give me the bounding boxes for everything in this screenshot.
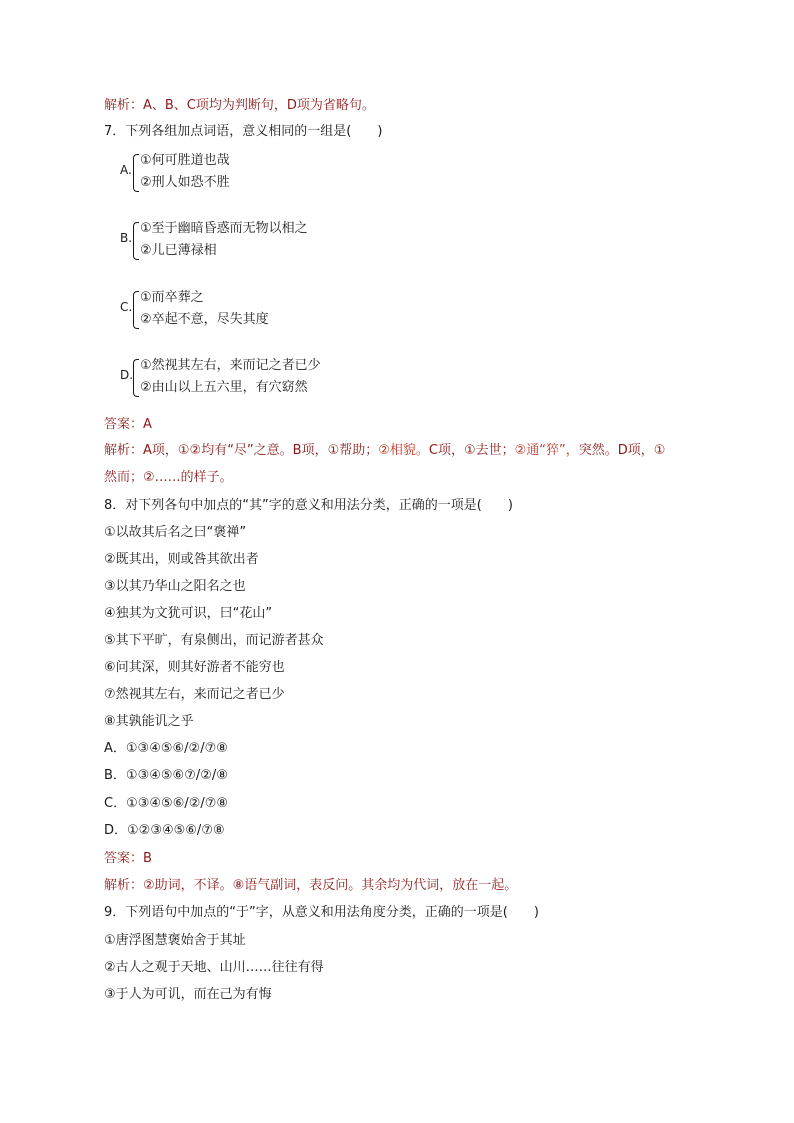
- question-7: 7．下列各组加点词语，意义相同的一组是( ): [104, 124, 383, 139]
- answer-q8: 答案：B: [104, 851, 152, 866]
- q8-sentence-5: ⑤其下平旷，有泉侧出，而记游者甚众: [104, 633, 324, 648]
- q8-sentence-2: ②既其出，则或咎其欲出者: [104, 552, 259, 567]
- brace-icon: [133, 359, 139, 397]
- question-8: 8．对下列各句中加点的“其”字的意义和用法分类，正确的一项是( ): [104, 498, 513, 513]
- q8-option-c: C．①③④⑤⑥/②/⑦⑧: [104, 796, 229, 811]
- brace-icon: [133, 154, 139, 192]
- brace-icon: [133, 291, 139, 329]
- brace-icon: [133, 222, 139, 260]
- q8-sentence-1: ①以故其后名之曰“褒禅”: [104, 525, 247, 540]
- q9-sentence-3: ③于人为可讥，而在己为有悔: [104, 987, 272, 1002]
- analysis-q7: [104, 442, 665, 460]
- question-9: 9．下列语句中加点的“于”字，从意义和用法角度分类，正确的一项是( ): [104, 905, 539, 920]
- q8-sentence-3: ③以其乃华山之阳名之也: [104, 579, 246, 594]
- analysis-q7-highlight1: ②相貌。: [378, 443, 429, 458]
- q8-option-d: D．①②③④⑤⑥/⑦⑧: [104, 823, 225, 838]
- analysis-q8: 解析：②助词，不译。⑧语气副词，表反问。其余均为代词，放在一起。: [104, 878, 518, 893]
- option-letter: D.: [120, 368, 134, 382]
- analysis-q7-cont: 然而；②……的样子。: [104, 470, 233, 485]
- analysis-q7-part2: C项，①去世；: [428, 443, 515, 458]
- q8-sentence-7: ⑦然视其左右，来而记之者已少: [104, 687, 285, 702]
- option-line-2: ②由山以上五六里，有穴窈然: [140, 380, 308, 395]
- q9-sentence-2: ②古人之观于天地、山川……往往有得: [104, 960, 324, 975]
- analysis-q7-part3: 突然。D项，①: [578, 443, 666, 458]
- option-letter: B.: [120, 231, 133, 245]
- q8-option-b: B．①③④⑤⑥⑦/②/⑧: [104, 768, 228, 783]
- option-letter: A.: [120, 163, 132, 177]
- option-letter: C.: [120, 300, 133, 314]
- answer-q7: 答案：A: [104, 417, 152, 432]
- option-line-2: ②儿已薄禄相: [140, 243, 217, 258]
- q8-option-a: A．①③④⑤⑥/②/⑦⑧: [104, 741, 228, 756]
- option-line-2: ②卒起不意，尽失其度: [140, 312, 269, 327]
- option-line-1: ①何可胜道也哉: [140, 153, 230, 168]
- q8-sentence-4: ④独其为文犹可识，曰“花山”: [104, 606, 273, 621]
- analysis-q7-highlight2: ②通“猝”，: [514, 443, 579, 458]
- option-line-1: ①而卒葬之: [140, 290, 204, 305]
- option-line-1: ①然视其左右，来而记之者已少: [140, 358, 321, 373]
- q8-sentence-6: ⑥问其深，则其好游者不能穷也: [104, 660, 285, 675]
- option-line-2: ②刑人如恐不胜: [140, 175, 230, 190]
- q9-sentence-1: ①唐浮图慧褒始舍于其址: [104, 933, 246, 948]
- analysis-q6: 解析：A、B、C项均为判断句，D项为省略句。: [104, 98, 375, 113]
- option-line-1: ①至于幽暗昏惑而无物以相之: [140, 221, 308, 236]
- q8-sentence-8: ⑧其孰能讥之乎: [104, 714, 194, 729]
- analysis-q7-part1: 解析：A项，①②均有“尽”之意。B项，①帮助；: [104, 443, 379, 458]
